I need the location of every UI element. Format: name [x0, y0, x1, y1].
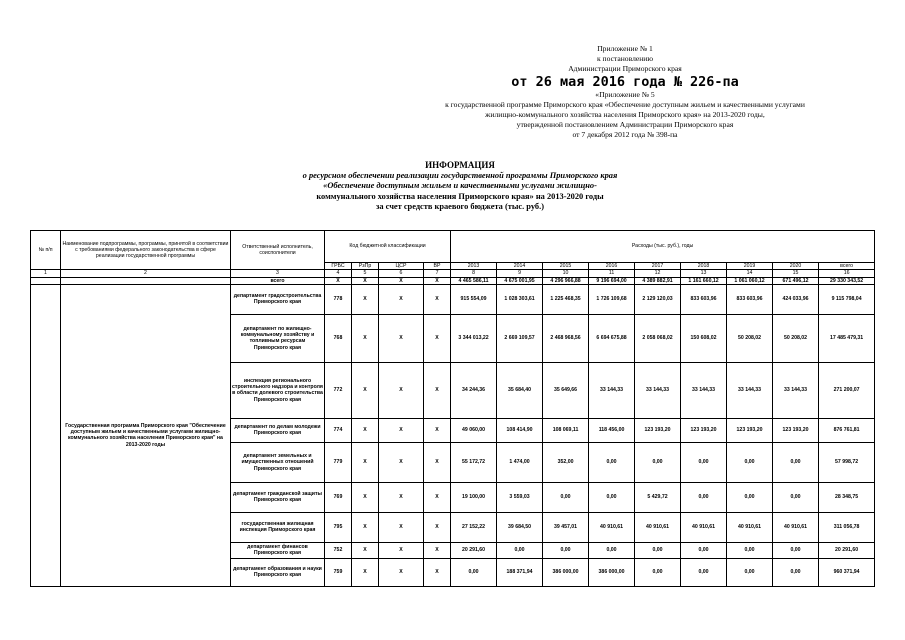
expense-cell: 0,00 — [635, 558, 681, 586]
index-cell: 14 — [727, 270, 773, 277]
rzpr-cell: X — [352, 512, 379, 542]
total-value-cell: 1 161 660,12 — [681, 277, 727, 284]
subheader-cell: 2014 — [497, 263, 543, 270]
rzpr-cell: X — [352, 442, 379, 482]
index-cell: 2 — [61, 270, 231, 277]
expense-cell: 1 474,00 — [497, 442, 543, 482]
subheader-cell: 2013 — [451, 263, 497, 270]
expense-cell: 0,00 — [727, 442, 773, 482]
expense-cell: 35 649,66 — [543, 362, 589, 418]
rzpr-cell: X — [352, 314, 379, 362]
expense-cell: 0,00 — [589, 542, 635, 558]
vr-cell: X — [424, 314, 451, 362]
resource-table — [30, 230, 875, 587]
expense-cell: 40 910,61 — [681, 512, 727, 542]
expense-cell: 20 291,60 — [451, 542, 497, 558]
expense-cell: 27 152,22 — [451, 512, 497, 542]
expense-cell: 33 144,33 — [589, 362, 635, 418]
subheader-cell: 2018 — [681, 263, 727, 270]
row-number-cell — [31, 284, 61, 586]
total-value-cell: X — [379, 277, 424, 284]
vr-cell: X — [424, 284, 451, 314]
index-cell: 6 — [379, 270, 424, 277]
csr-cell: X — [379, 362, 424, 418]
csr-cell: X — [379, 314, 424, 362]
appendix-sub-number: «Приложение № 5 — [595, 89, 655, 99]
expense-cell: 1 726 109,68 — [589, 284, 635, 314]
vr-cell: X — [424, 558, 451, 586]
expense-cell: 108 414,90 — [497, 418, 543, 442]
index-cell: 4 — [325, 270, 352, 277]
grbs-cell: 778 — [325, 284, 352, 314]
table-index-row — [31, 270, 875, 277]
grbs-cell: 779 — [325, 442, 352, 482]
csr-cell: X — [379, 482, 424, 512]
col-expenses: Расходы (тыс. руб.), годы — [451, 231, 875, 263]
expense-cell: 271 200,07 — [819, 362, 875, 418]
expense-cell: 0,00 — [727, 482, 773, 512]
subheader-cell: 2016 — [589, 263, 635, 270]
rzpr-cell: X — [352, 542, 379, 558]
expense-cell: 0,00 — [497, 542, 543, 558]
expense-cell: 915 554,09 — [451, 284, 497, 314]
appendix-date: от 7 декабря 2012 года № 398-па — [572, 130, 678, 140]
expense-cell: 108 069,11 — [543, 418, 589, 442]
expense-cell: 40 910,61 — [635, 512, 681, 542]
appendix-approved: утвержденной постановлением Администрации Приморского края — [516, 120, 734, 130]
expense-cell: 123 193,20 — [727, 418, 773, 442]
csr-cell: X — [379, 512, 424, 542]
index-cell: 9 — [497, 270, 543, 277]
expense-cell: 386 000,00 — [589, 558, 635, 586]
expense-cell: 55 172,72 — [451, 442, 497, 482]
expense-cell: 33 144,33 — [635, 362, 681, 418]
expense-cell: 19 100,00 — [451, 482, 497, 512]
table-header-row — [31, 231, 875, 263]
expense-cell: 188 371,94 — [497, 558, 543, 586]
expense-cell: 0,00 — [589, 442, 635, 482]
expense-cell: 0,00 — [681, 482, 727, 512]
total-value-cell: X — [424, 277, 451, 284]
rzpr-cell: X — [352, 362, 379, 418]
appendix-ref: к постановлению — [596, 54, 654, 64]
expense-cell: 424 033,96 — [773, 284, 819, 314]
expense-cell: 1 028 303,61 — [497, 284, 543, 314]
index-cell: 10 — [543, 270, 589, 277]
expense-cell: 3 559,03 — [497, 482, 543, 512]
expense-cell: 0,00 — [727, 558, 773, 586]
col-number: № п/п — [31, 231, 61, 270]
total-name-cell — [61, 277, 231, 284]
vr-cell: X — [424, 482, 451, 512]
index-cell: 13 — [681, 270, 727, 277]
total-value-cell: X — [352, 277, 379, 284]
index-cell: 7 — [424, 270, 451, 277]
expense-cell: 0,00 — [681, 558, 727, 586]
expense-cell: 39 684,50 — [497, 512, 543, 542]
title-line-2: о ресурсном обеспечении реализации государственной программы Приморского края — [302, 170, 618, 180]
vr-cell: X — [424, 512, 451, 542]
expense-cell: 150 608,02 — [681, 314, 727, 362]
expense-cell: 0,00 — [589, 482, 635, 512]
vr-cell: X — [424, 418, 451, 442]
col-executor: Ответственный исполнитель, соисполнители — [231, 231, 325, 270]
subheader-cell: ВР — [424, 263, 451, 270]
rzpr-cell: X — [352, 482, 379, 512]
index-cell: 8 — [451, 270, 497, 277]
expense-cell: 311 056,78 — [819, 512, 875, 542]
total-value-cell: X — [325, 277, 352, 284]
expense-cell: 9 115 798,04 — [819, 284, 875, 314]
index-cell: 16 — [819, 270, 875, 277]
grbs-cell: 774 — [325, 418, 352, 442]
total-value-cell: 29 330 343,52 — [819, 277, 875, 284]
col-budget-code: Код бюджетной классификации — [325, 231, 451, 263]
program-name-cell: Государственная программа Приморского края "Обеспечение доступным жильем и качественными услугами жилищно-коммунального хозяйства населения Приморского края" на 2013-2020 годы — [61, 284, 231, 586]
expense-cell: 1 225 468,35 — [543, 284, 589, 314]
expense-cell: 50 208,02 — [727, 314, 773, 362]
subheader-cell: всего — [819, 263, 875, 270]
expense-cell: 0,00 — [543, 542, 589, 558]
expense-cell: 0,00 — [681, 442, 727, 482]
expense-cell: 0,00 — [727, 542, 773, 558]
title-line-4: коммунального хозяйства населения Приморского края» на 2013-2020 годы — [316, 191, 604, 201]
expense-cell: 40 910,61 — [589, 512, 635, 542]
vr-cell: X — [424, 542, 451, 558]
rzpr-cell: X — [352, 418, 379, 442]
expense-cell: 20 291,60 — [819, 542, 875, 558]
index-cell: 3 — [231, 270, 325, 277]
title-line-3: «Обеспечение доступным жильем и качественными услугами жилищно- — [323, 181, 597, 191]
document-title — [200, 160, 720, 213]
subheader-cell: 2020 — [773, 263, 819, 270]
expense-cell: 49 060,00 — [451, 418, 497, 442]
table-row — [31, 284, 875, 314]
subheader-cell: 2019 — [727, 263, 773, 270]
grbs-cell: 752 — [325, 542, 352, 558]
executor-cell: департамент финансов Приморского края — [231, 542, 325, 558]
vr-cell: X — [424, 362, 451, 418]
expense-cell: 386 000,00 — [543, 558, 589, 586]
title-heading: ИНФОРМАЦИЯ — [425, 160, 495, 170]
appendix-authority: Администрации Приморского края — [568, 64, 682, 74]
expense-cell: 0,00 — [451, 558, 497, 586]
expense-cell: 40 910,61 — [727, 512, 773, 542]
vr-cell: X — [424, 442, 451, 482]
grbs-cell: 768 — [325, 314, 352, 362]
executor-cell: департамент гражданской защиты Приморского края — [231, 482, 325, 512]
total-value-cell: 4 389 882,91 — [635, 277, 681, 284]
executor-cell: инспекция регионального строительного надзора и контроля в области долевого строительства Приморского края — [231, 362, 325, 418]
expense-cell: 833 603,96 — [681, 284, 727, 314]
expense-cell: 123 193,20 — [635, 418, 681, 442]
grbs-cell: 759 — [325, 558, 352, 586]
index-cell: 5 — [352, 270, 379, 277]
appendix-header — [430, 44, 820, 141]
expense-cell: 17 485 479,31 — [819, 314, 875, 362]
expense-cell: 33 144,33 — [773, 362, 819, 418]
expense-cell: 6 694 675,88 — [589, 314, 635, 362]
total-value-cell: 4 296 966,88 — [543, 277, 589, 284]
executor-cell: департамент по делам молодежи Приморского края — [231, 418, 325, 442]
grbs-cell: 772 — [325, 362, 352, 418]
expense-cell: 2 058 068,02 — [635, 314, 681, 362]
index-cell: 12 — [635, 270, 681, 277]
csr-cell: X — [379, 418, 424, 442]
expense-cell: 0,00 — [773, 542, 819, 558]
expense-cell: 5 429,72 — [635, 482, 681, 512]
expense-cell: 35 684,40 — [497, 362, 543, 418]
total-label-cell: всего — [231, 277, 325, 284]
expense-cell: 0,00 — [773, 482, 819, 512]
expense-cell: 0,00 — [773, 442, 819, 482]
expense-cell: 2 129 120,03 — [635, 284, 681, 314]
total-row — [31, 277, 875, 284]
expense-cell: 876 761,81 — [819, 418, 875, 442]
expense-cell: 3 344 013,22 — [451, 314, 497, 362]
col-program-name: Наименование подпрограммы, программы, принятой в соответствии с требованиями федерального законодательства в сфере реализации государственной программы — [61, 231, 231, 270]
executor-cell: департамент градостроительства Приморского края — [231, 284, 325, 314]
expense-cell: 352,00 — [543, 442, 589, 482]
expense-cell: 33 144,33 — [681, 362, 727, 418]
expense-cell: 40 910,61 — [773, 512, 819, 542]
csr-cell: X — [379, 442, 424, 482]
index-cell: 11 — [589, 270, 635, 277]
expense-cell: 34 244,36 — [451, 362, 497, 418]
expense-cell: 2 468 968,56 — [543, 314, 589, 362]
subheader-cell: ГРБС — [325, 263, 352, 270]
subheader-cell: 2017 — [635, 263, 681, 270]
expense-cell: 2 669 109,57 — [497, 314, 543, 362]
total-num-cell — [31, 277, 61, 284]
appendix-stamp: от 26 мая 2016 года № 226-па — [511, 73, 739, 90]
grbs-cell: 769 — [325, 482, 352, 512]
index-cell: 15 — [773, 270, 819, 277]
subheader-cell: 2015 — [543, 263, 589, 270]
expense-cell: 28 348,75 — [819, 482, 875, 512]
expense-cell: 0,00 — [635, 542, 681, 558]
csr-cell: X — [379, 558, 424, 586]
executor-cell: департамент по жилищно-коммунальному хозяйству и топливным ресурсам Приморского края — [231, 314, 325, 362]
total-value-cell: 9 196 694,00 — [589, 277, 635, 284]
total-value-cell: 4 465 586,11 — [451, 277, 497, 284]
appendix-program-ref: к государственной программе Приморского края «Обеспечение доступным жильем и качественными услугами жилищно-коммунального хозяйства населения Приморского края» на 2013-2020 годы, — [445, 99, 805, 120]
expense-cell: 50 208,02 — [773, 314, 819, 362]
rzpr-cell: X — [352, 284, 379, 314]
subheader-cell: РзПр — [352, 263, 379, 270]
grbs-cell: 795 — [325, 512, 352, 542]
csr-cell: X — [379, 542, 424, 558]
title-line-5: за счет средств краевого бюджета (тыс. руб.) — [376, 202, 544, 212]
expense-cell: 960 371,94 — [819, 558, 875, 586]
expense-cell: 39 457,01 — [543, 512, 589, 542]
expense-cell: 0,00 — [773, 558, 819, 586]
expense-cell: 118 456,00 — [589, 418, 635, 442]
executor-cell: департамент земельных и имущественных отношений Приморского края — [231, 442, 325, 482]
subheader-cell: ЦСР — [379, 263, 424, 270]
rzpr-cell: X — [352, 558, 379, 586]
index-cell: 1 — [31, 270, 61, 277]
expense-cell: 123 193,20 — [681, 418, 727, 442]
expense-cell: 57 998,72 — [819, 442, 875, 482]
total-value-cell: 4 675 001,95 — [497, 277, 543, 284]
expense-cell: 833 603,96 — [727, 284, 773, 314]
executor-cell: государственная жилищная инспекция Приморского края — [231, 512, 325, 542]
executor-cell: департамент образования и науки Приморского края — [231, 558, 325, 586]
total-value-cell: 1 061 060,12 — [727, 277, 773, 284]
appendix-number: Приложение № 1 — [597, 44, 653, 53]
expense-cell: 33 144,33 — [727, 362, 773, 418]
csr-cell: X — [379, 284, 424, 314]
expense-cell: 0,00 — [635, 442, 681, 482]
expense-cell: 0,00 — [543, 482, 589, 512]
expense-cell: 123 193,20 — [773, 418, 819, 442]
total-value-cell: 671 496,12 — [773, 277, 819, 284]
expense-cell: 0,00 — [681, 542, 727, 558]
